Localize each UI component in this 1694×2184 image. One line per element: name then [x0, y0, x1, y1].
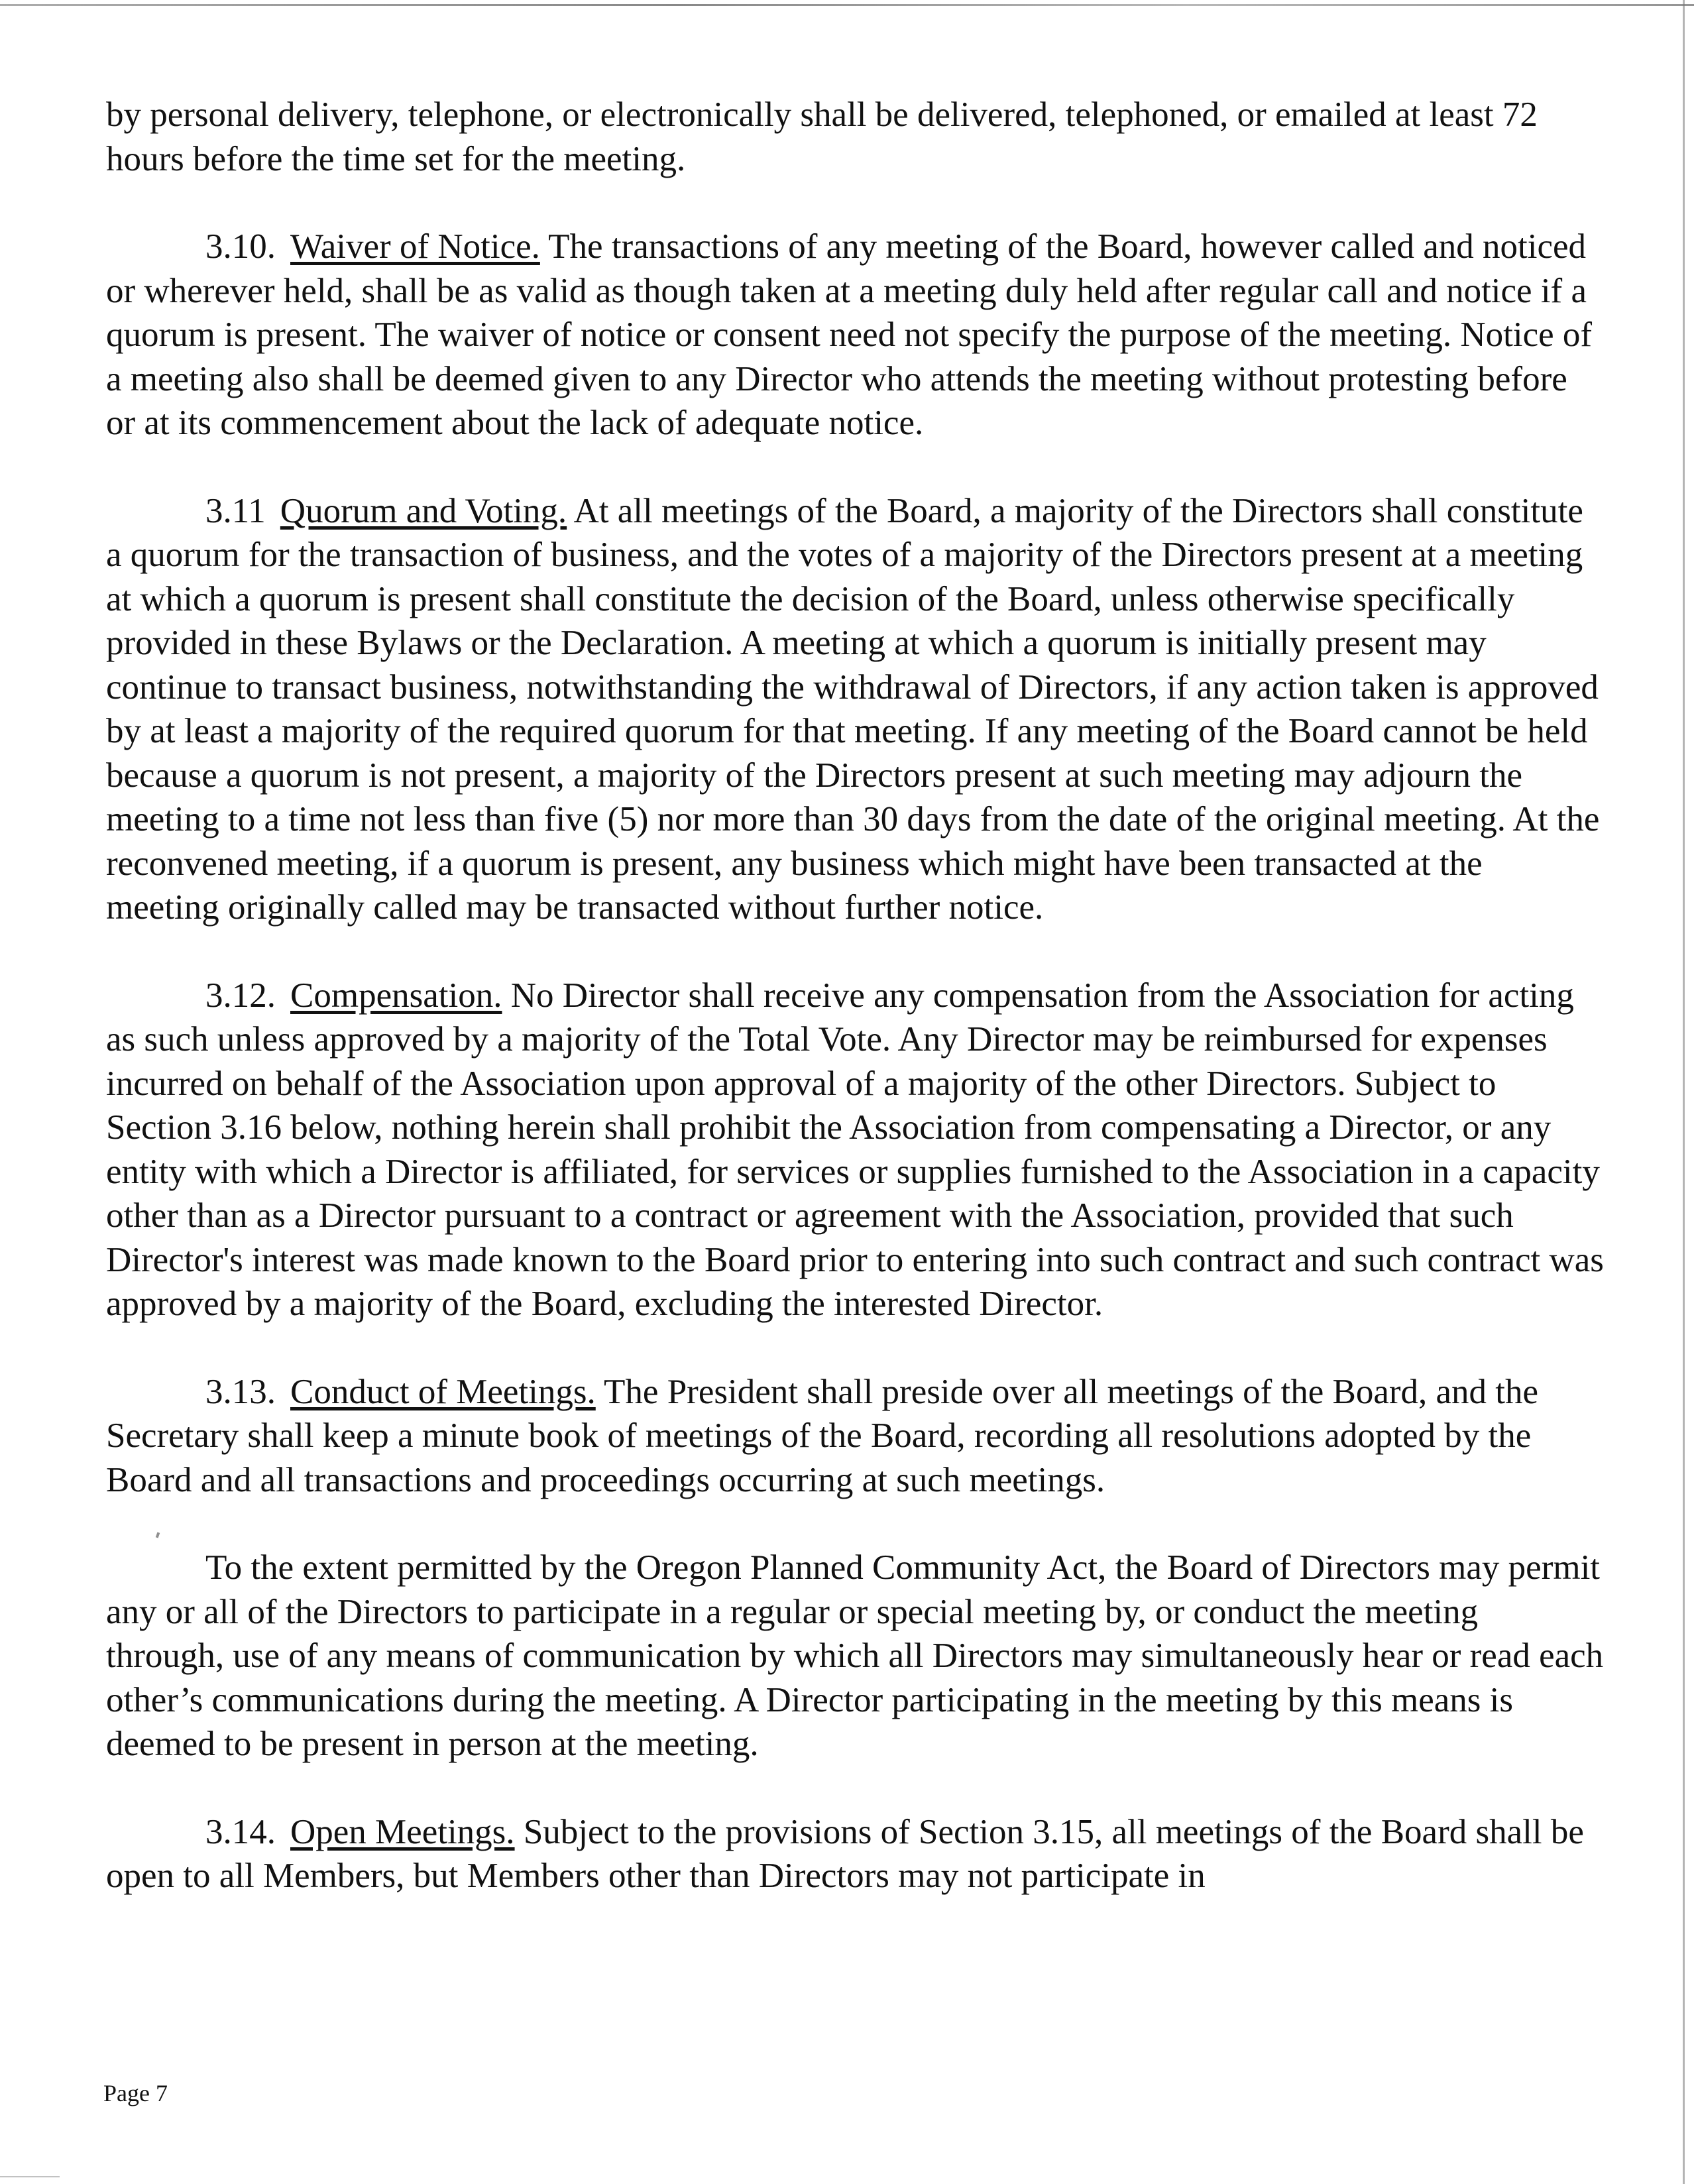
- section-number: 3.10.: [205, 227, 276, 266]
- section-number: 3.12.: [205, 976, 276, 1015]
- section-3-11: [106, 489, 1604, 930]
- section-heading: Quorum and Voting.: [280, 491, 567, 530]
- scan-bottom-edge: [0, 2176, 60, 2177]
- section-body: Subject to the provisions of Section 3.15, all meetings of the Board shall be open to all Members, but Members other than Directors may not participate in: [106, 1812, 1584, 1895]
- section-number: 3.11: [205, 491, 266, 530]
- section-body: The transactions of any meeting of the Board, however called and noticed or wherever held, shall be as valid as though taken at a meeting duly held after regular call and notice if a quorum is present. The waiver of notice or consent need not specify the purpose of the meeting. Notice of a meeting also shall be deemed given to any Director who attends the meeting without protesting before or at its commencement about the lack of adequate notice.: [106, 227, 1593, 442]
- section-body: At all meetings of the Board, a majority of the Directors shall constitute a quorum for the transaction of business, and the votes of a majority of the Directors present at a meeting at which a quorum is present shall constitute the decision of the Board, unless otherwise specifically provided in these Bylaws or the Declaration. A meeting at which a quorum is initially present may continue to transact business, notwithstanding the withdrawal of Directors, if any action taken is approved by at least a majority of the required quorum for that meeting. If any meeting of the Board cannot be held because a quorum is not present, a majority of the Directors present at such meeting may adjourn the meeting to a time not less than five (5) nor more than 30 days from the date of the original meeting. At the reconvened meeting, if a quorum is present, any business which might have been transacted at the meeting originally called may be transacted without further notice.: [106, 491, 1600, 927]
- section-heading: Compensation.: [290, 976, 502, 1015]
- section-heading: Waiver of Notice.: [290, 227, 540, 266]
- continuation-paragraph: by personal delivery, telephone, or electronically shall be delivered, telephoned, or emailed at least 72 hours before the time set for the meeting.: [106, 95, 1538, 178]
- scan-top-edge: [0, 4, 1694, 6]
- section-heading: Open Meetings.: [290, 1812, 515, 1851]
- section-body: No Director shall receive any compensation from the Association for acting as such unless approved by a majority of the Total Vote. Any Director may be reimbursed for expenses incurred on behalf of the Association upon approval of a majority of the other Directors. Subject to Section 3.16 below, nothing herein shall prohibit the Association from compensating a Director, or any entity with which a Director is affiliated, for services or supplies furnished to the Association in a capacity other than as a Director pursuant to a contract or agreement with the Association, provided that such Director's interest was made known to the Board prior to entering into such contract and such contract was approved by a majority of the Board, excluding the interested Director.: [106, 976, 1604, 1323]
- section-body: The President shall preside over all meetings of the Board, and the Secretary shall keep a minute book of meetings of the Board, recording all resolutions adopted by the Board and all transactions and proceedings occurring at such meetings.: [106, 1372, 1539, 1499]
- section-3-10: [106, 225, 1604, 445]
- section-3-14: [106, 1810, 1604, 1898]
- section-3-12: [106, 974, 1604, 1326]
- section-heading: Conduct of Meetings.: [290, 1372, 596, 1411]
- remote-participation-paragraph: To the extent permitted by the Oregon Planned Community Act, the Board of Directors may permit any or all of the Directors to participate in a regular or special meeting by, or conduct the meeting through, use of any means of communication by which all Directors may simultaneously hear or read each other’s communications during the meeting. A Director participating in the meeting by this means is deemed to be present in person at the meeting.: [106, 1548, 1604, 1763]
- section-3-13: [106, 1370, 1604, 1503]
- section-number: 3.13.: [205, 1372, 276, 1411]
- page-number-footer: Page 7: [103, 2080, 168, 2106]
- scan-right-edge: [1683, 0, 1685, 2184]
- document-page: [106, 93, 1604, 1898]
- section-number: 3.14.: [205, 1812, 276, 1851]
